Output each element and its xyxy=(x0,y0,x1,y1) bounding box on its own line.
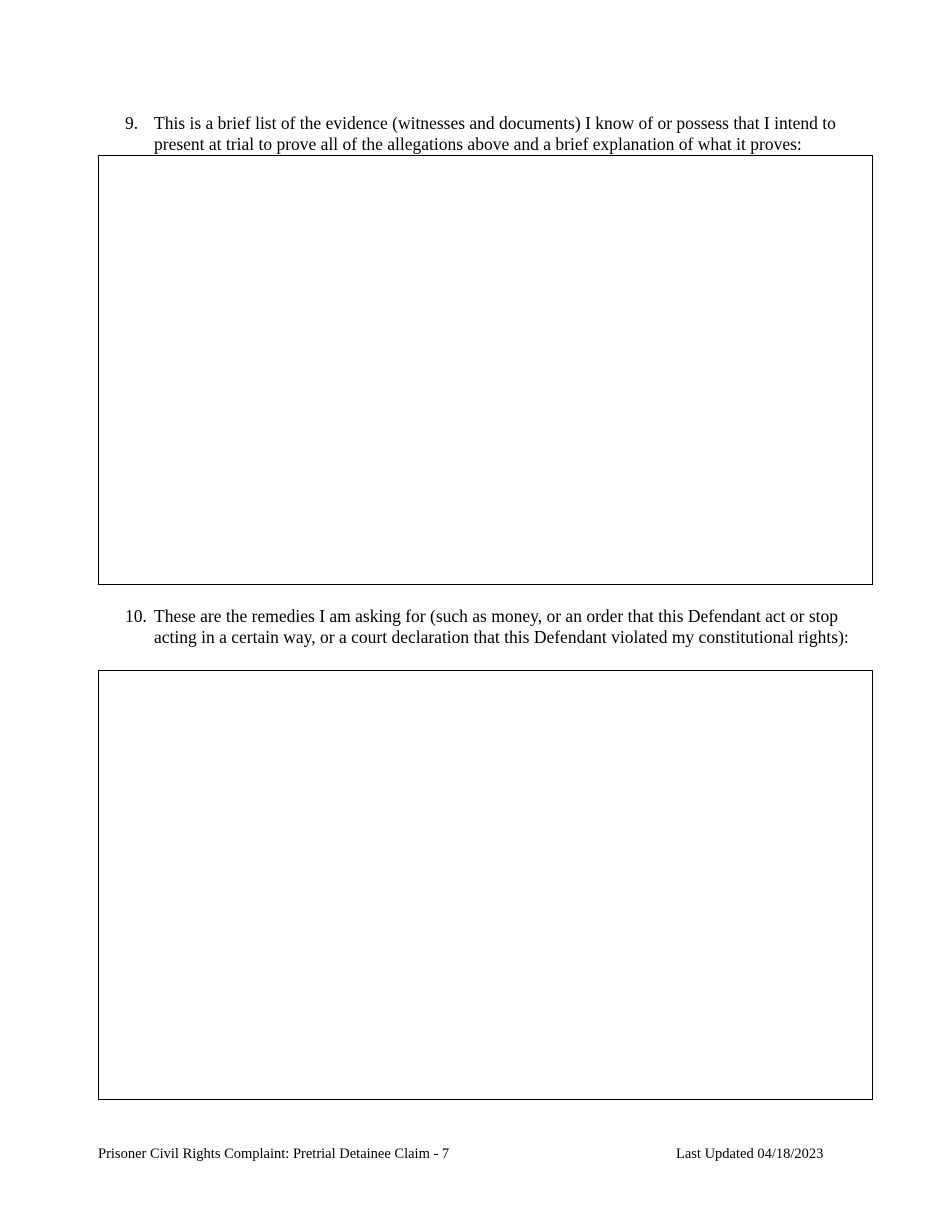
question-10 xyxy=(125,606,885,648)
evidence-answer-box[interactable] xyxy=(98,155,873,585)
question-9-number: 9. xyxy=(125,113,139,133)
question-10-number: 10. xyxy=(125,606,147,626)
footer-last-updated: Last Updated 04/18/2023 xyxy=(676,1146,824,1162)
footer-document-title: Prisoner Civil Rights Complaint: Pretrial Detainee Claim - 7 xyxy=(98,1146,450,1162)
remedies-answer-box[interactable] xyxy=(98,670,873,1100)
question-9 xyxy=(125,113,885,155)
question-10-text: These are the remedies I am asking for (such as money, or an order that this Defendant act or stop acting in a certain way, or a court declaration that this Defendant violated my constitutional rights): xyxy=(154,606,849,647)
question-9-text: This is a brief list of the evidence (witnesses and documents) I know of or possess that I intend to present at trial to prove all of the allegations above and a brief explanation of what it proves: xyxy=(154,113,836,154)
